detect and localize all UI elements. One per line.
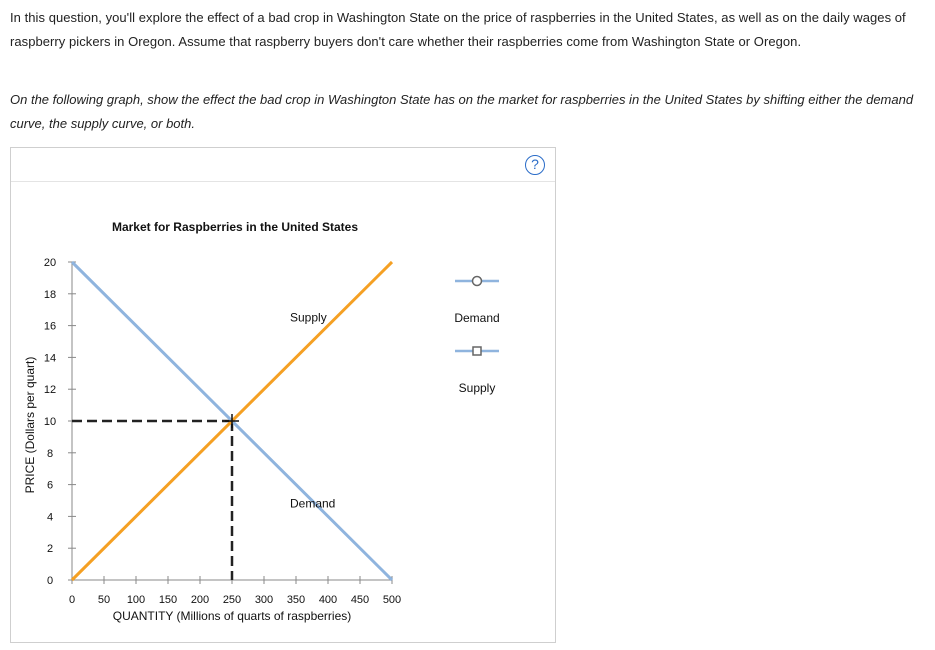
y-tick-label: 8 — [46, 447, 54, 460]
x-tick-label: 450 — [350, 594, 370, 606]
y-axis-label: PRICE (Dollars per quart) — [23, 356, 37, 494]
x-tick-label: 500 — [382, 594, 402, 606]
chart-title: Market for Raspberries in the United States — [111, 220, 359, 234]
y-tick-label: 16 — [43, 320, 57, 333]
y-tick-label: 12 — [43, 384, 57, 397]
y-tick-label: 2 — [46, 543, 54, 556]
x-tick-label: 300 — [254, 594, 274, 606]
question-instruction: On the following graph, show the effect the bad crop in Washington State has on the market for raspberries in the United States by shifting either the demand curve, the supply curve, or both. — [10, 92, 914, 131]
demand-tool-handle — [473, 277, 482, 286]
x-tick-label: 400 — [318, 594, 338, 606]
x-tick-label: 0 — [68, 594, 76, 606]
x-tick-label: 350 — [286, 594, 306, 606]
y-tick-label: 14 — [43, 352, 57, 365]
x-tick-label: 200 — [190, 594, 210, 606]
y-tick-label: 0 — [46, 575, 54, 587]
y-tick-label: 4 — [46, 511, 54, 524]
demand-tool-label: Demand — [454, 311, 500, 325]
help-button[interactable]: ? — [525, 155, 545, 175]
x-axis-label: QUANTITY (Millions of quarts of raspberries) — [112, 609, 352, 623]
question-intro: In this question, you'll explore the effect of a bad crop in Washington State on the price of raspberries in the United States, as well as on the daily wages of raspberry pickers in Oregon. Assume that raspberry buyers don't care whether their raspberries come from Washington State or Oregon. — [10, 10, 906, 49]
supply-tool-handle — [473, 347, 481, 355]
x-tick-label: 150 — [158, 594, 178, 606]
supply-tool-label: Supply — [458, 381, 496, 395]
curve-label-supply: Supply — [290, 310, 327, 325]
y-tick-label: 18 — [43, 288, 57, 301]
x-tick-label: 50 — [97, 594, 111, 606]
supply-palette-tool[interactable] — [455, 347, 499, 395]
y-tick-label: 10 — [43, 416, 57, 428]
x-tick-label: 250 — [222, 594, 242, 606]
x-tick-label: 100 — [126, 594, 146, 606]
demand-palette-tool[interactable] — [454, 277, 499, 326]
y-tick-label: 20 — [43, 257, 57, 269]
y-tick-label: 6 — [46, 479, 54, 492]
curve-label-demand: Demand — [290, 496, 336, 511]
